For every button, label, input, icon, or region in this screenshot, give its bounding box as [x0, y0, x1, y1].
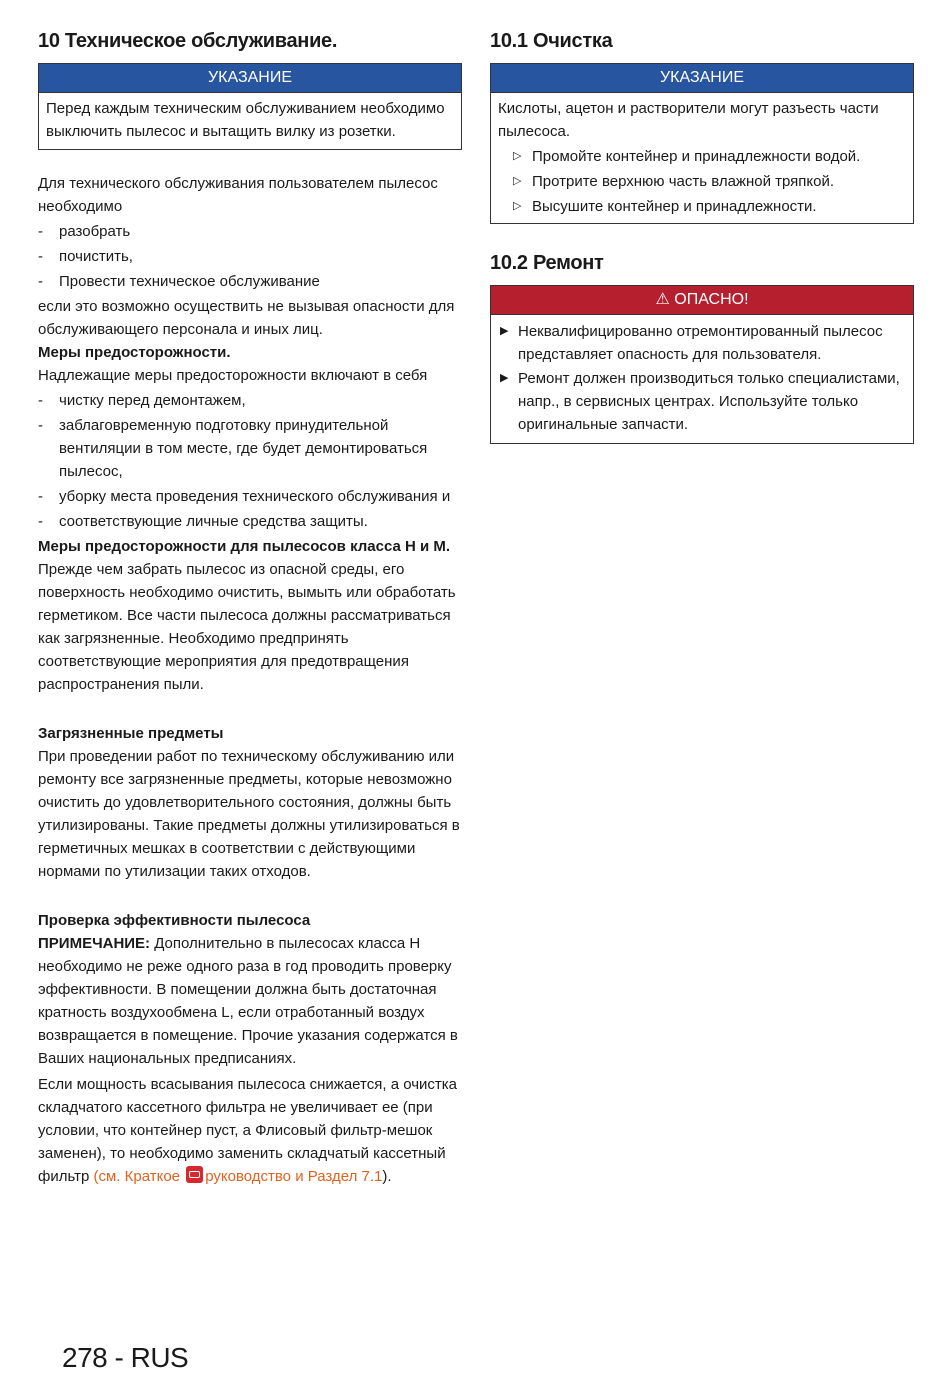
- filter-paragraph: Если мощность всасывания пылесоса снижается, а очистка складчатого кассетного фильтра не увеличивает ее (при условии, что контейнер пуст, а Флисовый фильтр-мешок заменен), то необходимо заменить складчатый кассетный фильтр (см. Краткое руководство и Раздел 7.1).: [38, 1076, 458, 1185]
- list-item: - чистку перед демонтажем,: [38, 392, 246, 409]
- list-item: ▶ Неквалифицированно отремонтированный пылесос представляет опасность для пользователя.: [498, 320, 906, 366]
- maintenance-steps: [38, 220, 462, 293]
- notice-header: УКАЗАНИЕ: [39, 64, 461, 93]
- list-item: ▷ Промойте контейнер и принадлежности водой.: [498, 145, 906, 168]
- list-item: - заблаговременную подготовку принудительной вентиляции в том месте, где будет демонтироваться пылесос,: [38, 417, 428, 480]
- list-item: - Провести техническое обслуживание: [38, 273, 320, 290]
- dirty-title: Загрязненные предметы: [38, 725, 224, 742]
- section-title: 10 Техническое обслуживание.: [38, 30, 338, 52]
- dirty-text: При проведении работ по техническому обслуживанию или ремонту все загрязненные предметы, которые невозможно очистить до удовлетворительного состояния, должны быть утилизированы. Такие предметы должны утилизироваться в герметичных мешках в соответствии с действующими нормами по утилизации таких отходов.: [38, 748, 460, 880]
- note-paragraph: [38, 932, 462, 1070]
- warning-triangle-icon: ⚠: [655, 291, 670, 308]
- note-label: ПРИМЕЧАНИЕ:: [38, 935, 151, 952]
- notice-header: УКАЗАНИЕ: [491, 64, 913, 93]
- bullet-arrow-icon: ▶: [500, 372, 509, 384]
- step-triangle-icon: ▷: [513, 175, 522, 187]
- filter-text: Если мощность всасывания пылесоса снижается, а очистка складчатого кассетного фильтра не увеличивает ее (при условии, что контейнер пуст, а Флисовый фильтр-мешок заменен), то необходимо заменить складчатый кассетный фильтр: [38, 1076, 458, 1185]
- repair-title: 10.2 Ремонт: [490, 252, 604, 274]
- cleaning-title: 10.1 Очистка: [490, 30, 613, 52]
- notice-box: [38, 63, 462, 150]
- step-triangle-icon: ▷: [513, 150, 522, 162]
- left-column: [38, 30, 462, 1188]
- list-item: - соответствующие личные средства защиты.: [38, 513, 368, 530]
- danger-header: ⚠ ОПАСНО!: [491, 286, 913, 315]
- cleaning-notice-box: [490, 63, 914, 224]
- hm-text: Прежде чем забрать пылесос из опасной среды, его поверхность необходимо очистить, вымыть или обработать герметиком. Все части пылесоса должны рассматриваться как загрязненные. Необходимо предпринять соответствующие мероприятия для предотвращения распространения пыли.: [38, 561, 456, 693]
- notice-text: Перед каждым техническим обслуживанием необходимо выключить пылесос и вытащить вилку из розетки.: [46, 100, 445, 140]
- list-item: - разобрать: [38, 223, 131, 240]
- precautions-list: [38, 389, 462, 533]
- danger-list: [498, 320, 906, 436]
- steps-after-text: если это возможно осуществить не вызывая опасности для обслуживающего персонала и иных лиц.: [38, 298, 455, 338]
- precautions-intro: Надлежащие меры предосторожности включают в себя: [38, 367, 428, 384]
- bullet-arrow-icon: ▶: [500, 325, 509, 337]
- intro-text: Для технического обслуживания пользователем пылесос необходимо: [38, 175, 438, 215]
- list-item: ▷ Протрите верхнюю часть влажной тряпкой.: [498, 170, 906, 193]
- hm-title: Меры предосторожности для пылесосов класса H и M.: [38, 538, 451, 555]
- danger-body: [491, 315, 913, 443]
- note-text: Дополнительно в пылесосах класса H необходимо не реже одного раза в год проводить проверку эффективности. В помещении должна быть достаточная кратность воздухообмена L, если отработанный воздух возвращается в помещение. Прочие указания содержатся в Ваших национальных предписаниях.: [38, 935, 458, 1067]
- reference-link[interactable]: (см. Краткое руководство и Раздел 7.1: [93, 1168, 383, 1185]
- notice-body: [491, 93, 913, 223]
- quick-guide-icon: [186, 1166, 203, 1183]
- page-number: 278 - RUS: [62, 1342, 189, 1373]
- list-item: ▷ Высушите контейнер и принадлежности.: [498, 195, 906, 218]
- precautions-title: Меры предосторожности.: [38, 344, 231, 361]
- right-column: [490, 30, 914, 466]
- cleaning-steps: [498, 145, 906, 218]
- check-title: Проверка эффективности пылесоса: [38, 912, 311, 929]
- list-item: - уборку места проведения технического обслуживания и: [38, 488, 451, 505]
- list-item: ▶ Ремонт должен производиться только специалистами, напр., в сервисных центрах. Используйте только оригинальные запчасти.: [498, 367, 906, 436]
- notice-text: Кислоты, ацетон и растворители могут разъесть части пылесоса.: [498, 100, 879, 140]
- step-triangle-icon: ▷: [513, 200, 522, 212]
- list-item: - почистить,: [38, 248, 133, 265]
- danger-box: [490, 285, 914, 444]
